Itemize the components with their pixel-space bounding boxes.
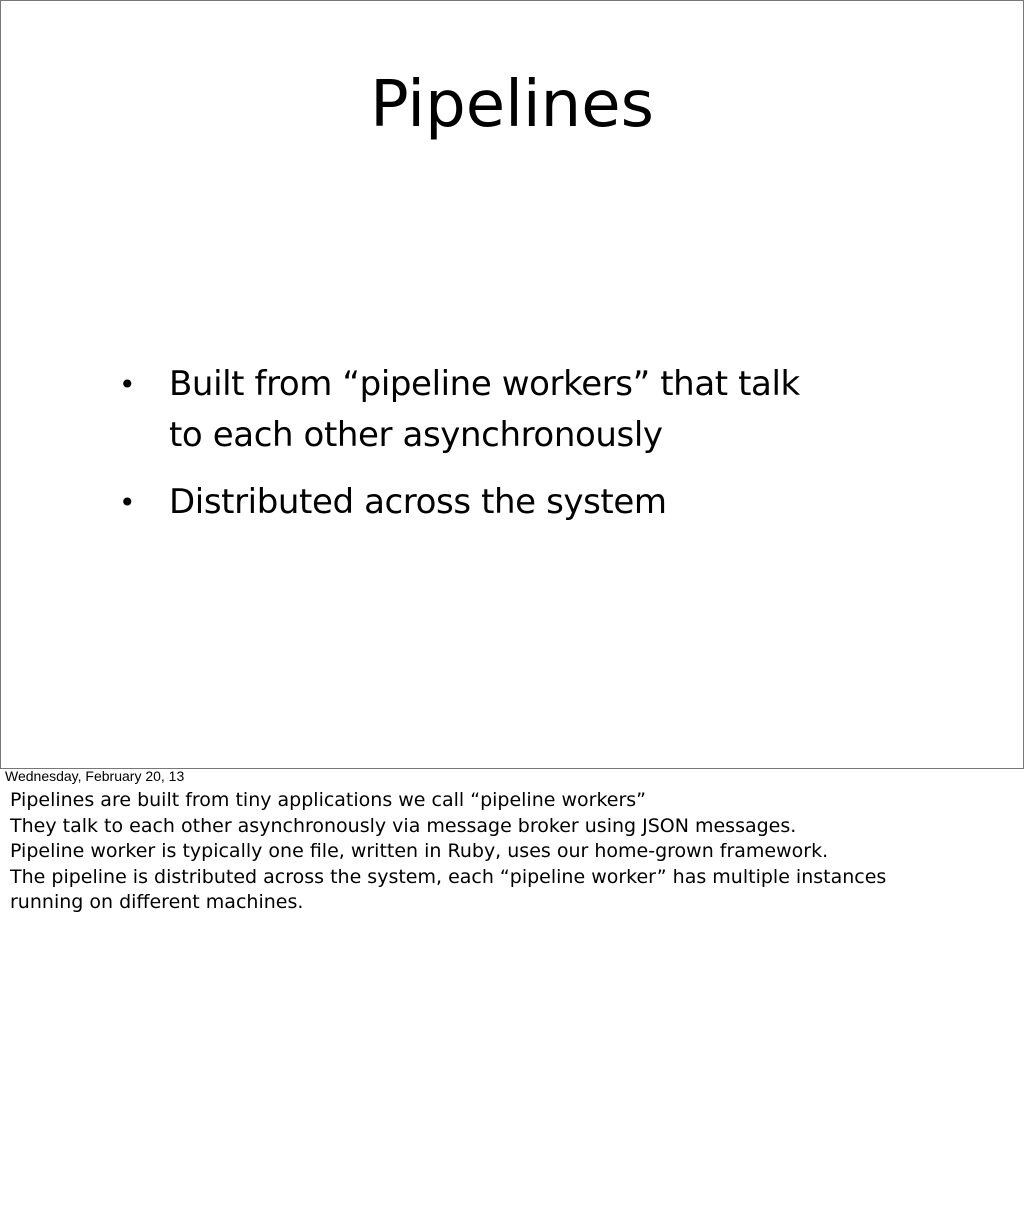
- note-line: They talk to each other asynchronously via message broker using JSON messages.: [10, 814, 797, 837]
- note-line: Pipelines are built from tiny applications we call “pipeline workers”: [10, 789, 647, 811]
- slide-title: Pipelines: [370, 68, 654, 142]
- note-line: running on different machines.: [10, 891, 304, 913]
- bullet-list: [119, 359, 939, 544]
- speaker-notes: [10, 788, 1010, 916]
- note-line: The pipeline is distributed across the system, each “pipeline worker” has multiple instances: [10, 865, 887, 888]
- slide-date: Wednesday, February 20, 13: [5, 768, 185, 784]
- note-line: Pipeline worker is typically one file, written in Ruby, uses our home-grown framework.: [10, 840, 829, 862]
- bullet-text: [169, 359, 939, 461]
- bullet-dot-icon: •: [119, 486, 136, 519]
- bullet-dot-icon: •: [119, 368, 136, 401]
- bullet-text-line: Distributed across the system: [169, 482, 667, 522]
- bullet-text: [169, 477, 939, 528]
- bullet-text-line: to each other asynchronously: [169, 415, 663, 455]
- bullet-item: [119, 359, 939, 461]
- bullet-text-line: Built from “pipeline workers” that talk: [169, 364, 800, 404]
- bullet-item: [119, 477, 939, 528]
